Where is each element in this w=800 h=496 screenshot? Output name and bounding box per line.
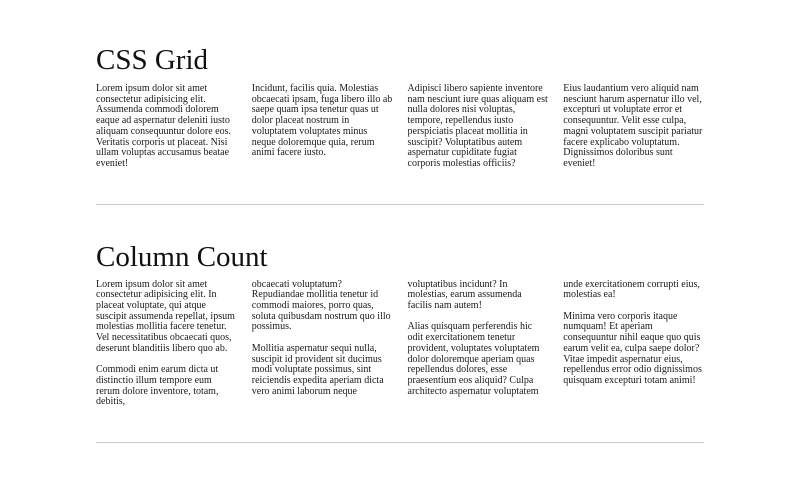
- grid-column-4: [563, 84, 704, 170]
- text-column-4: [563, 280, 704, 408]
- css-grid-columns: [96, 84, 704, 170]
- css-grid-heading: CSS Grid: [96, 44, 209, 76]
- section-divider: [96, 204, 704, 205]
- grid-column-2: [252, 84, 393, 170]
- grid-column-3: [408, 84, 549, 170]
- paragraph: Minima vero corporis itaque numquam! Et aperiam consequuntur nihil eaque quo quis earum velit ea, culpa saepe dolor? Vitae impedit aspernatur eius, repellendus error odio dignissimos quisquam excepturi totam animi!: [563, 310, 702, 386]
- paragraph: obcaecati voluptatum? Repudiandae mollitia tenetur id commodi maiores, porro quas, soluta quibusdam nostrum quo illo possimus.: [251, 278, 391, 333]
- section-column-count: [96, 240, 704, 408]
- grid-column-1: [96, 84, 237, 170]
- paragraph: Lorem ipsum dolor sit amet consectetur adipisicing elit. Assumenda commodi dolorem eaque ad aspernatur deleniti iusto aliquam consequuntur dolore eos. Veritatis corporis ut placeat. Nisi ullam voluptas accusamus beatae eveniet!: [96, 83, 231, 169]
- text-column-1: [96, 280, 237, 408]
- text-column-2: [252, 280, 393, 408]
- column-count-heading: Column Count: [96, 240, 268, 273]
- paragraph: Lorem ipsum dolor sit amet consectetur adipisicing elit. In placeat voluptate, qui atque suscipit assumenda repellat, ipsum molestias mollitia facere tenetur. Vel necessitatibus obcaecati quos, deserunt blanditiis libero quo ab.: [96, 278, 235, 354]
- paragraph: Alias quisquam perferendis hic odit exercitationem tenetur provident, voluptates voluptatem dolor doloremque aperiam quas repellendus dolores, esse praesentium eos aliquid? Culpa architecto aspernatur voluptatem: [407, 321, 540, 397]
- paragraph: Incidunt, facilis quia. Molestias obcaecati ipsam, fuga libero illo ab saepe quam ipsa tenetur quas ut dolor placeat nostrum in voluptatem voluptates minus neque doloremque quia, rerum animi facere iusto.: [251, 83, 393, 159]
- paragraph: Commodi enim earum dicta ut distinctio illum tempore eum rerum dolore inventore, totam, debitis,: [96, 364, 219, 408]
- paragraph: voluptatibus incidunt? In molestias, earum assumenda facilis nam autem!: [407, 278, 522, 312]
- paragraph: unde exercitationem corrupti eius, molestias ea!: [563, 278, 700, 301]
- column-count-columns: [96, 280, 704, 408]
- paragraph: Mollitia aspernatur sequi nulla, suscipit id provident sit ducimus modi voluptate possimus, sint reiciendis expedita aperiam dicta vero animi laborum neque: [251, 342, 384, 397]
- paragraph: Adipisci libero sapiente inventore nam nesciunt iure quas aliquam est nulla dolores nisi voluptas, tempore, repellendus iusto perspiciatis placeat mollitia in suscipit? Voluptatibus autem aspernatur cupiditate fugiat corporis molestias officiis?: [407, 83, 548, 169]
- paragraph: Eius laudantium vero aliquid nam nesciunt harum aspernatur illo vel, excepturi ut voluptate error et consequuntur. Velit esse culpa, magni voluptatem suscipit pariatur facere explicabo voluptatum. Dignissimos doloribus sunt eveniet!: [563, 83, 703, 169]
- section-css-grid: [96, 46, 704, 170]
- text-column-3: [408, 280, 549, 408]
- page: [96, 46, 704, 443]
- section-divider: [96, 442, 704, 443]
